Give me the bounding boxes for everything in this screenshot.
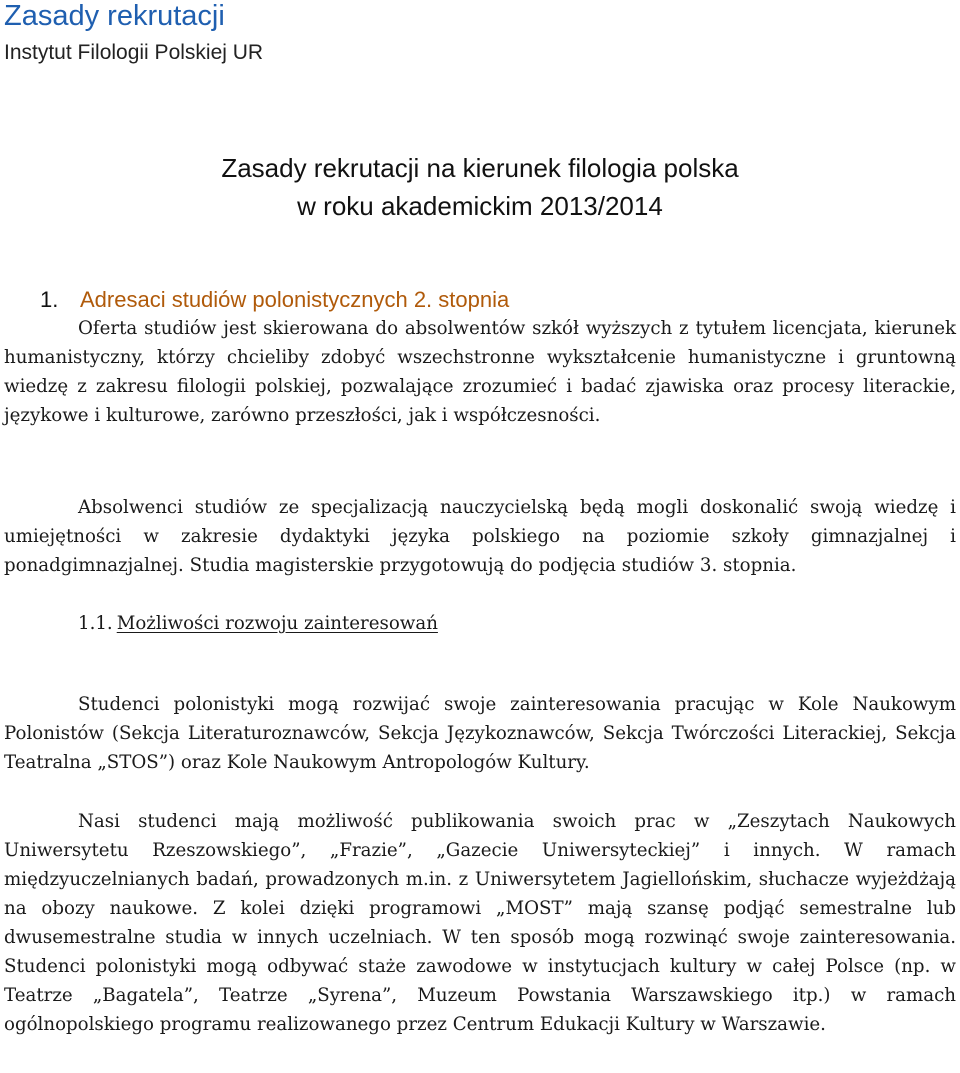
section-1-paragraph-1-text: Oferta studiów jest skierowana do absolwentów szkół wyższych z tytułem licencjata, kierunek humanistyczny, którzy chcieliby zdobyć wszechstronne wykształcenie humanistyczne i gruntowną wiedzę z zakresu filologii polskiej, pozwalające zrozumieć i badać zjawiska oraz procesy literackie, językowe i kulturowe, zarówno przeszłości, jak i współczesności. [4,318,956,426]
section-1-number: 1. [40,287,59,312]
subsection-1-1-paragraph-1-text: Studenci polonistyki mogą rozwijać swoje zainteresowania pracując w Kole Naukowym Polonistów (Sekcja Literaturoznawców, Sekcja Językoznawców, Sekcja Twórczości Literackiej, Sekcja Teatralna „STOS”) oraz Kole Naukowym Antropologów Kultury. [4,694,956,773]
subsection-1-1-heading [78,610,438,638]
subsection-1-1-paragraph-1 [4,690,956,777]
site-subtitle: Instytut Filologii Polskiej UR [4,41,264,64]
subsection-1-1-number: 1.1. [78,613,113,634]
document-title-line1: Zasady rekrutacji na kierunek filologia polska [221,153,739,183]
site-title[interactable]: Zasady rekrutacji [4,0,225,32]
section-1-paragraph-2 [4,493,956,580]
subsection-1-1-paragraph-2 [4,807,956,1039]
document-title-line2: w roku akademickim 2013/2014 [297,191,663,221]
subsection-1-1-paragraph-2-text: Nasi studenci mają możliwość publikowania swoich prac w „Zeszytach Naukowych Uniwersytetu Rzeszowskiego”, „Frazie”, „Gazecie Uniwersyteckiej” i innych. W ramach międzyuczelnianych badań, prowadzonych m.in. z Uniwersytetem Jagiellońskim, słuchacze wyjeżdżają na obozy naukowe. Z kolei dzięki programowi „MOST” mają szansę podjąć semestralne lub dwusemestralne studia w innych uczelniach. W ten sposób mogą rozwinąć swoje zainteresowania. Studenci polonistyki mogą odbywać staże zawodowe w instytucjach kultury w całej Polsce (np. w Teatrze „Bagatela”, Teatrze „Syrena”, Muzeum Powstania Warszawskiego itp.) w ramach ogólnopolskiego programu realizowanego przez Centrum Edukacji Kultury w Warszawie. [4,811,956,1035]
section-1-paragraph-1 [4,314,956,430]
section-1-heading [40,286,509,314]
section-1-paragraph-2-text: Absolwenci studiów ze specjalizacją nauczycielską będą mogli doskonalić swoją wiedzę i umiejętności w zakresie dydaktyki języka polskiego na poziomie szkoły gimnazjalnej i ponadgimnazjalnej. Studia magisterskie przygotowują do podjęcia studiów 3. stopnia. [4,497,956,576]
subsection-1-1-title: Możliwości rozwoju zainteresowań [116,613,438,634]
section-1-title: Adresaci studiów polonistycznych 2. stopnia [80,287,510,312]
document-title [0,149,960,225]
